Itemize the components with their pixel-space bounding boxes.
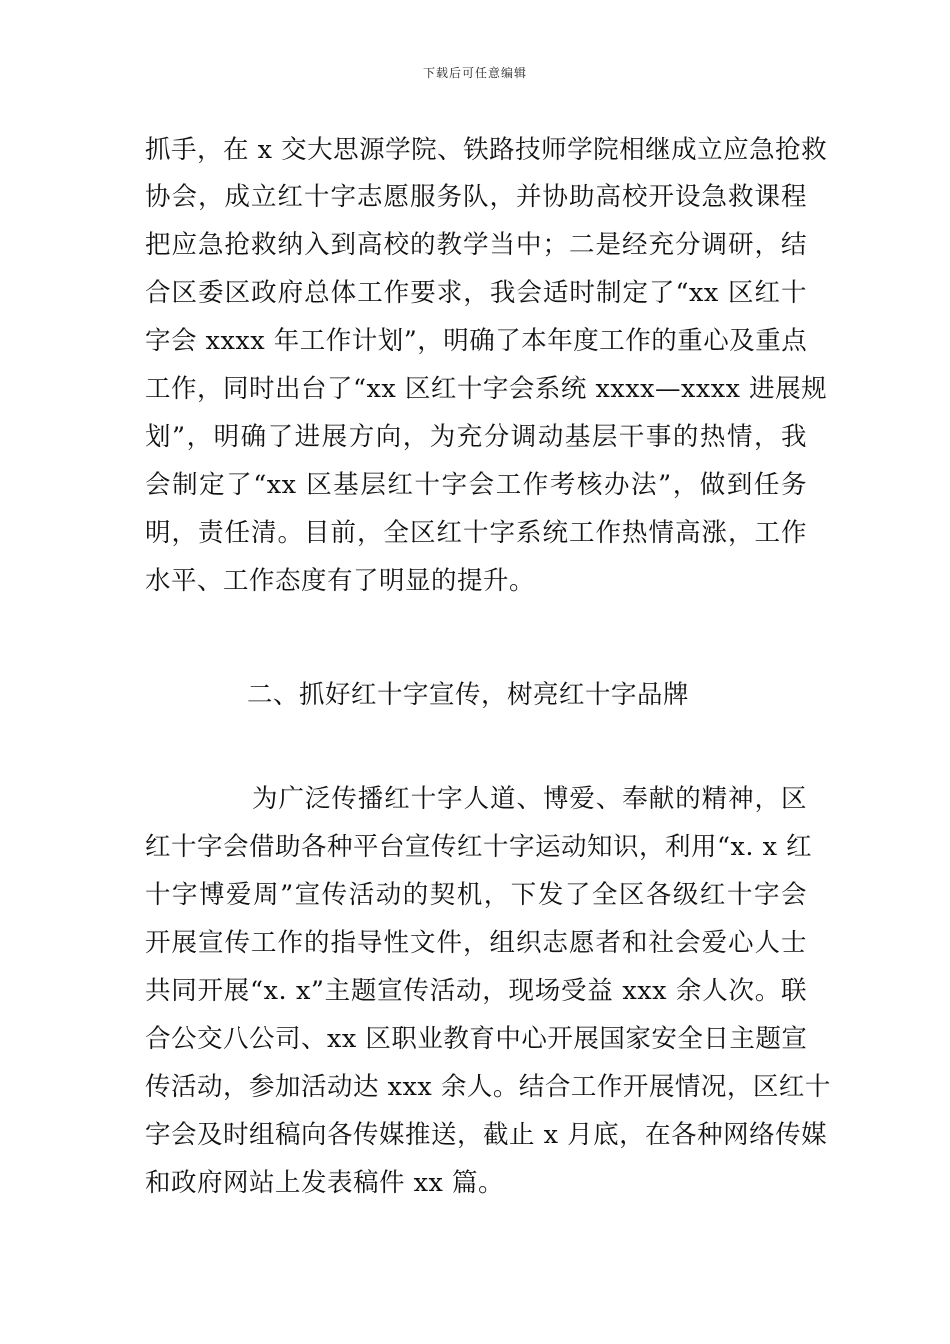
text-line: 字会及时组稿向各传媒推送，截止 x 月底，在各种网络传媒 xyxy=(145,1120,828,1150)
text-line: 抓手，在 x 交大思源学院、铁路技师学院相继成立应急抢救 xyxy=(145,135,828,165)
text-line: 共同开展“x. x”主题宣传活动，现场受益 xxx 余人次。联 xyxy=(145,976,807,1006)
text-line: 协会，成立红十字志愿服务队，并协助高校开设急救课程 xyxy=(145,182,807,212)
text-line: 传活动，参加活动达 xxx 余人。结合工作开展情况，区红十 xyxy=(145,1072,831,1102)
text-line: 划”，明确了进展方向，为充分调动基层干事的热情，我 xyxy=(145,422,807,452)
text-line: 和政府网站上发表稿件 xx 篇。 xyxy=(145,1168,504,1198)
text-line: 合公交八公司、xx 区职业教育中心开展国家安全日主题宣 xyxy=(145,1024,808,1054)
text-line: 开展宣传工作的指导性文件，组织志愿者和社会爱心人士 xyxy=(145,928,807,958)
header-note: 下载后可任意编辑 xyxy=(422,66,527,80)
text-line: 把应急抢救纳入到高校的教学当中；二是经充分调研，结 xyxy=(145,230,807,260)
text-line: 水平、工作态度有了明显的提升。 xyxy=(145,566,536,596)
text-line: 工作，同时出台了“xx 区红十字会系统 xxxx—xxxx 进展规 xyxy=(145,374,828,404)
text-line: 合区委区政府总体工作要求，我会适时制定了“xx 区红十 xyxy=(145,278,807,308)
text-line: 十字博爱周”宣传活动的契机，下发了全区各级红十字会 xyxy=(145,880,807,910)
section-heading: 二、抓好红十字宣传，树亮红十字品牌 xyxy=(247,680,690,710)
text-line: 明，责任清。目前，全区红十字系统工作热情高涨，工作 xyxy=(145,518,807,548)
text-line: 会制定了“xx 区基层红十字会工作考核办法”，做到任务 xyxy=(145,470,807,500)
text-line: 红十字会借助各种平台宣传红十字运动知识，利用“x. x 红 xyxy=(145,832,813,862)
text-line: 为广泛传播红十字人道、博爱、奉献的精神，区 xyxy=(252,784,807,814)
text-line: 字会 xxxx 年工作计划”，明确了本年度工作的重心及重点 xyxy=(145,326,808,356)
